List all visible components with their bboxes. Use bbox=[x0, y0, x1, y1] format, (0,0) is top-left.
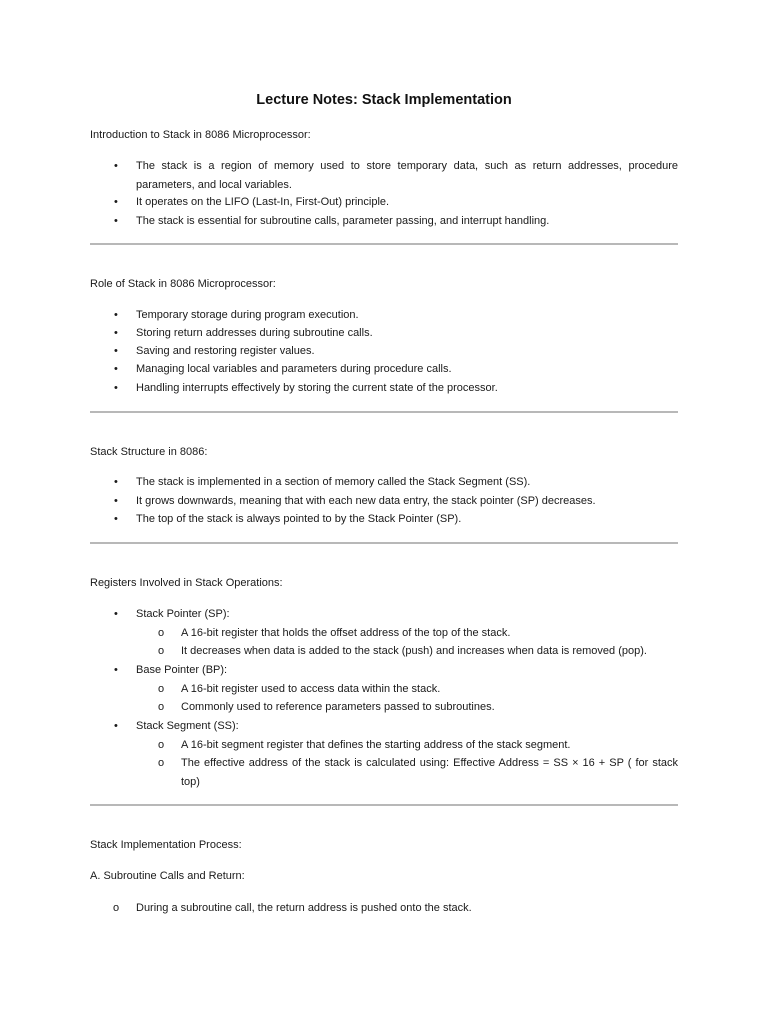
list-item: • Handling interrupts effectively by storing the current state of the processor. bbox=[136, 379, 678, 398]
list-item: • Temporary storage during program execution. bbox=[136, 306, 678, 325]
list-item: • The stack is a region of memory used to store temporary data, such as return addresses, procedure parameters, and local variables. bbox=[136, 157, 678, 194]
sub-list-item: o A 16-bit register used to access data within the stack. bbox=[181, 680, 678, 699]
sub-list-item: o The effective address of the stack is calculated using: Effective Address = SS × 16 + SP ( for stack top) bbox=[181, 754, 678, 791]
list-item: • The stack is implemented in a section of memory called the Stack Segment (SS). bbox=[136, 473, 678, 492]
section-divider bbox=[90, 542, 678, 544]
list-item: o During a subroutine call, the return address is pushed onto the stack. bbox=[136, 899, 678, 918]
section-divider bbox=[90, 804, 678, 806]
list-item: • Saving and restoring register values. bbox=[136, 342, 678, 361]
list-item: • The top of the stack is always pointed to by the Stack Pointer (SP). bbox=[136, 510, 678, 529]
section-divider bbox=[90, 243, 678, 245]
section-heading-registers: Registers Involved in Stack Operations: bbox=[90, 577, 283, 589]
list-item: • The stack is essential for subroutine calls, parameter passing, and interrupt handling. bbox=[136, 212, 678, 231]
list-item-stack-segment: • Stack Segment (SS): bbox=[136, 717, 678, 736]
page-title: Lecture Notes: Stack Implementation bbox=[256, 92, 512, 108]
sub-list-item: o It decreases when data is added to the stack (push) and increases when data is removed (pop). bbox=[181, 642, 678, 661]
sub-list-item: o Commonly used to reference parameters passed to subroutines. bbox=[181, 698, 678, 717]
sub-list-item: o A 16-bit segment register that defines the starting address of the stack segment. bbox=[181, 736, 678, 755]
list-item-base-pointer: • Base Pointer (BP): bbox=[136, 661, 678, 680]
section-heading-structure: Stack Structure in 8086: bbox=[90, 446, 208, 458]
list-item: • Managing local variables and parameters during procedure calls. bbox=[136, 360, 678, 379]
section-heading-process: Stack Implementation Process: bbox=[90, 839, 242, 851]
list-item: • It grows downwards, meaning that with each new data entry, the stack pointer (SP) decreases. bbox=[136, 492, 678, 511]
list-item: • It operates on the LIFO (Last-In, First-Out) principle. bbox=[136, 193, 678, 212]
section-heading-intro: Introduction to Stack in 8086 Microprocessor: bbox=[90, 129, 311, 141]
section-heading-role: Role of Stack in 8086 Microprocessor: bbox=[90, 278, 276, 290]
list-item: • Storing return addresses during subroutine calls. bbox=[136, 324, 678, 343]
subsection-heading-subroutine-calls: A. Subroutine Calls and Return: bbox=[90, 870, 245, 882]
section-divider bbox=[90, 411, 678, 413]
sub-list-item: o A 16-bit register that holds the offset address of the top of the stack. bbox=[181, 624, 678, 643]
list-item-stack-pointer: • Stack Pointer (SP): bbox=[136, 605, 678, 624]
